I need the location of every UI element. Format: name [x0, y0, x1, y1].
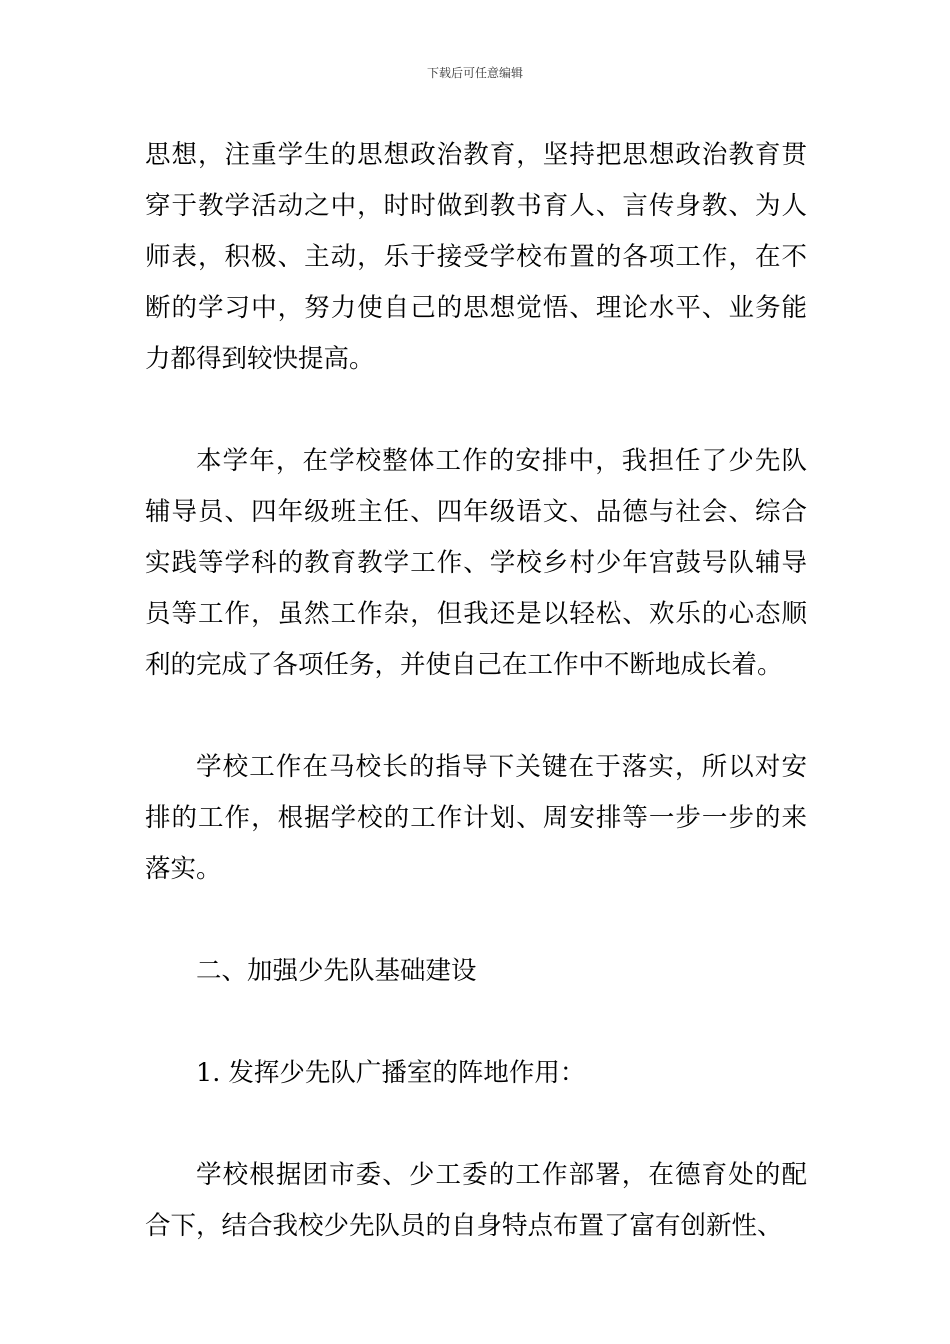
paragraph-4: 学校根据团市委、少工委的工作部署，在德育处的配合下，结合我校少先队员的自身特点布置了富有创新性、	[145, 1160, 807, 1241]
page-header: 下载后可任意编辑	[426, 66, 523, 80]
subsection-heading: 1. 发挥少先队广播室的阵地作用：	[196, 1058, 586, 1088]
paragraph-2: 本学年，在学校整体工作的安排中，我担任了少先队辅导员、四年级班主任、四年级语文、品德与社会、综合实践等学科的教育教学工作、学校乡村少年宫鼓号队辅导员等工作，虽然工作杂，但我还是以轻松、欢乐的心态顺利的完成了各项任务，并使自己在工作中不断地成长着。	[145, 446, 807, 680]
paragraph-1: 思想，注重学生的思想政治教育，坚持把思想政治教育贯穿于教学活动之中，时时做到教书育人、言传身教、为人师表，积极、主动，乐于接受学校布置的各项工作，在不断的学习中，努力使自己的思想觉悟、理论水平、业务能力都得到较快提高。	[145, 140, 807, 374]
document-body	[145, 130, 807, 1252]
section-heading: 二、加强少先队基础建设	[196, 956, 477, 986]
paragraph-3: 学校工作在马校长的指导下关键在于落实，所以对安排的工作，根据学校的工作计划、周安排等一步一步的来落实。	[145, 752, 807, 884]
